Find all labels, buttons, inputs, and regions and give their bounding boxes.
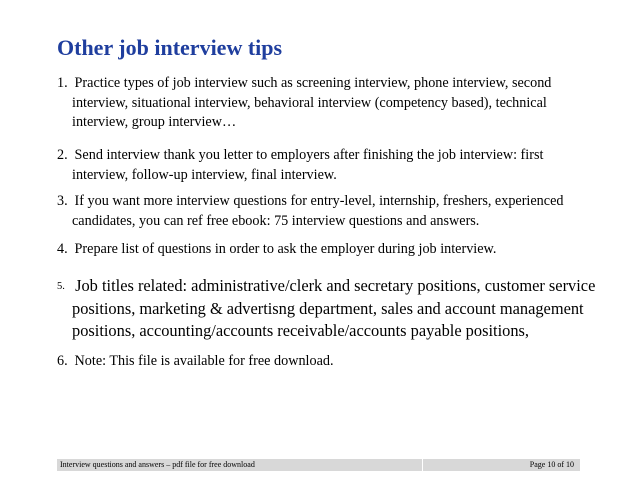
tip-line [57,146,587,166]
tip-line [57,275,596,298]
tip-number: 5. [57,281,65,292]
tip-text: Job titles related: administrative/clerk and secretary positions, customer service [75,276,596,295]
tip-number: 1. [57,75,68,91]
page-footer [57,459,580,471]
tip-number: 3. [57,193,68,209]
tip-number: 6. [57,353,68,369]
tip-text: positions, accounting/accounts receivable/accounts payable positions, [72,321,529,340]
tip-item-4 [57,240,587,260]
tip-line [57,352,587,372]
tip-text: Practice types of job interview such as screening interview, phone interview, second [74,75,552,91]
tip-text: Send interview thank you letter to employers after finishing the job interview: first [74,147,544,163]
tip-item-3 [57,192,587,231]
tip-text: candidates, you can ref free ebook: 75 interview questions and answers. [72,212,480,229]
tip-text: Prepare list of questions in order to ask the employer during job interview. [74,241,497,257]
tip-text: Note: This file is available for free download. [74,353,334,369]
tip-text: interview, follow-up interview, final interview. [72,166,337,183]
tip-text: If you want more interview questions for entry-level, internship, freshers, experienced [74,193,564,209]
tip-text: positions, marketing & advertisng department, sales and account management [72,299,584,318]
page-number: Page 10 of 10 [423,459,580,471]
footer-left-text: Interview questions and answers – pdf file for free download [57,459,422,471]
tip-number: 4. [57,241,68,257]
tip-item-6 [57,352,587,372]
page-title: Other job interview tips [57,35,283,60]
tip-text: interview, situational interview, behavioral interview (competency based), technical [72,94,547,111]
tip-line [57,192,587,212]
tip-number: 2. [57,147,68,163]
tip-line [57,74,587,94]
tip-text: interview, group interview… [72,114,237,130]
tip-line [57,240,587,260]
tip-item-2 [57,146,587,185]
tip-item-5 [57,275,596,342]
tip-item-1 [57,74,587,133]
